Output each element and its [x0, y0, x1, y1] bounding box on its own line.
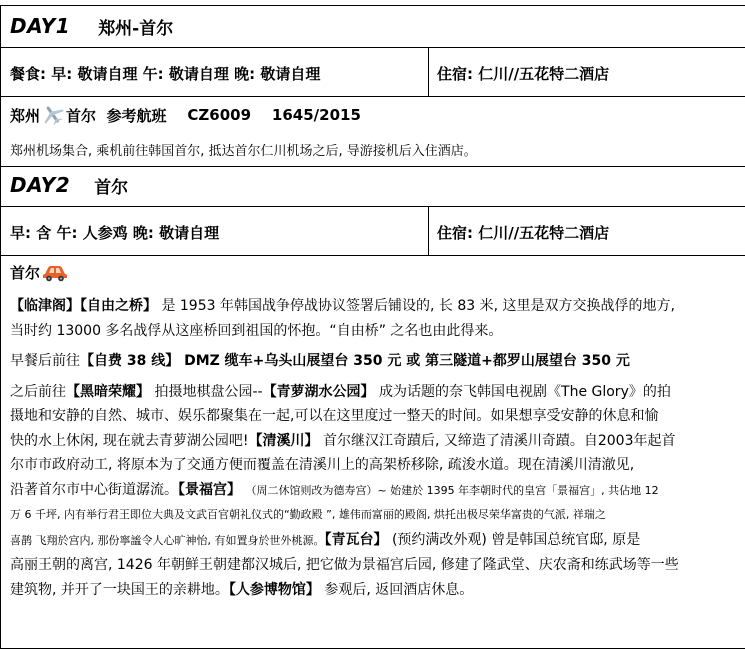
text-line: 【临津阁】【自由之桥】 是 1953 年韩国战争停战协议签署后铺设的, 长 83 米, 这里是双方交换战俘的地方, [10, 298, 675, 314]
text-line: 万 6 千坪, 内有举行君王即位大典及文武百官朝礼仪式的“勤政殿 ”, 雄伟而富丽的殿阁, 烘托出极尽荣华富贵的气派, 祥瑞之 [10, 508, 606, 521]
flight-info [10, 104, 361, 126]
text-line: 高丽王朝的离宫, 1426 年朝鲜王朝建都汉城后, 把它做为景福宫后园, 修建了隆武堂、庆农斋和练武场等一些 [10, 557, 679, 573]
meals-cell: 早: 含 午: 人参鸡 晚: 敬请自理 [10, 224, 220, 242]
text-line: 摄地和安静的自然、城市、娱乐都聚集在一起,可以在这里度过一整天的时间。如果想享受安静的休息和愉 [10, 408, 659, 424]
section-title: 首尔 [10, 262, 68, 283]
hotel-cell: 住宿: 仁川//五花特二酒店 [437, 65, 610, 83]
table-border [428, 47, 429, 96]
table-border [0, 255, 745, 256]
table-border [0, 648, 745, 649]
text-line: 快的水上休闲, 现在就去青萝湖公园吧!【清溪川】 首尔继汉江奇蹟后, 又缔造了清溪川奇蹟。自2003年起首 [10, 432, 676, 449]
table-border [0, 166, 745, 167]
day-label: DAY2 [10, 173, 71, 197]
flight-to: 首尔 [66, 106, 97, 125]
meals-cell: 餐食: 早: 敬请自理 午: 敬请自理 晚: 敬请自理 [10, 65, 321, 83]
table-border [0, 47, 745, 48]
day1-header [10, 11, 173, 41]
airplane-icon [41, 104, 65, 126]
car-icon [42, 264, 68, 282]
table-border [0, 5, 745, 6]
text-line: 当时约 13000 多名战俘从这座桥回到祖国的怀抱。“自由桥” 之名也由此得来。 [10, 322, 503, 339]
day-city: 郑州-首尔 [98, 18, 174, 39]
text-line: 尔市市政府动工, 将原本为了交通方便而覆盖在清溪川上的高架桥移除, 疏浚水道。现在清溪川清澈见, [10, 457, 635, 473]
day2-header [10, 170, 128, 200]
day-city: 首尔 [94, 177, 129, 198]
text-line: 沿著首尔市中心街道潺流。【景福宫】 （周二休馆则改为德寿宫）~ 始建於 1395 年李朝时代的皇宫「景福宫」, 共佔地 12 [10, 481, 659, 498]
table-border [0, 5, 1, 649]
text-line: 之后前往【黑暗荣耀】 拍摄地棋盘公园--【青萝湖水公园】 成为话题的奈飞韩国电视剧《The Glory》的拍 [10, 383, 671, 400]
day-label: DAY1 [10, 14, 71, 38]
table-border [428, 206, 429, 255]
text-line: 早餐后前往【自费 38 线】 DMZ 缆车+乌头山展望台 350 元 或 第三隧道+都罗山展望台 350 元 [10, 353, 630, 369]
table-border [0, 206, 745, 207]
text-line: 喜鹊 飞翔於宫内, 那份寧謐令人心旷神怡, 有如置身於世外桃源。【青瓦台】 (预约满改外观) 曾是韩国总统官邸, 原是 [10, 531, 641, 548]
flight-from: 郑州 [10, 106, 41, 125]
text-line: 建筑物, 并开了一块国王的亲耕地。【人参博物馆】 参观后, 返回酒店休息。 [10, 581, 474, 598]
flight-code: CZ6009 [187, 106, 252, 124]
table-border [0, 96, 745, 97]
hotel-cell: 住宿: 仁川//五花特二酒店 [437, 224, 610, 242]
day1-description: 郑州机场集合, 乘机前往韩国首尔, 抵达首尔仁川机场之后, 导游接机后入住酒店。 [10, 144, 477, 159]
flight-time: 1645/2015 [271, 106, 361, 124]
flight-label: 参考航班 [106, 106, 167, 125]
day2-body [10, 294, 736, 602]
